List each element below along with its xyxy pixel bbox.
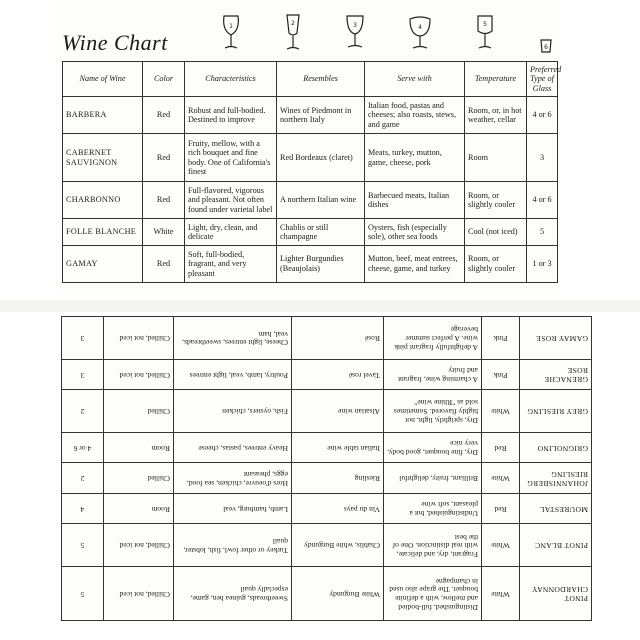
wine-name: GRENACHE ROSE bbox=[520, 359, 592, 390]
wine-characteristics: Distinguished, full-bodied and mellow, with a definite bouquet. The grape also used in champagne bbox=[384, 566, 482, 620]
wine-resembles: Chablis or still champagne bbox=[277, 219, 365, 246]
wine-resembles: Rosé bbox=[292, 317, 384, 360]
wine-temperature: Chilled, not iced bbox=[104, 359, 174, 390]
bottom-page-upside-down bbox=[62, 316, 592, 621]
table-body bbox=[63, 97, 558, 283]
wine-characteristics: Soft, full-bodied, fragrant, and very pleasant bbox=[185, 245, 277, 282]
wine-characteristics: Undistinguished, but a pleasant, soft wine bbox=[384, 493, 482, 524]
wine-color: White bbox=[482, 463, 520, 494]
glass-1-icon bbox=[218, 13, 244, 53]
wine-serve-with: Oysters, fish (especially sole), other sea foods bbox=[365, 219, 465, 246]
wine-glass-type: 4 or 6 bbox=[62, 432, 104, 463]
wine-color: Red bbox=[143, 181, 185, 218]
wine-glass-type: 3 bbox=[62, 317, 104, 360]
wine-resembles: Wines of Piedmont in northern Italy bbox=[277, 97, 365, 134]
wine-color: White bbox=[482, 566, 520, 620]
wine-serve-with: Fish, oysters, chicken bbox=[174, 390, 292, 432]
wine-characteristics: Robust and full-bodied. Destined to improve bbox=[185, 97, 277, 134]
column-header: Resembles bbox=[277, 62, 365, 97]
wine-color: Pink bbox=[482, 359, 520, 390]
wine-name: CHARBONNO bbox=[63, 181, 143, 218]
wine-name: GRIGNOLINO bbox=[520, 432, 592, 463]
glass-5-icon bbox=[472, 13, 498, 53]
glass-6-icon bbox=[533, 13, 559, 53]
wine-name: BARBERA bbox=[63, 97, 143, 134]
wine-glass-type: 4 bbox=[62, 493, 104, 524]
glass-number: 5 bbox=[483, 21, 487, 28]
wine-temperature: Room, or slightly cooler bbox=[465, 245, 527, 282]
wine-name: JOHANNISBERG RIESLING bbox=[520, 463, 592, 494]
wine-characteristics: Fruity, mellow, with a rich bouquet and fine body. One of California's finest bbox=[185, 134, 277, 182]
table-row bbox=[62, 390, 592, 432]
column-header: Characteristics bbox=[185, 62, 277, 97]
wine-temperature: Room, or slightly cooler bbox=[465, 181, 527, 218]
wine-characteristics: Full-flavored, vigorous and pleasant. Not often found under varietal label bbox=[185, 181, 277, 218]
wine-serve-with: Cheese, light entrees, sweetbreads, veal, ham bbox=[174, 317, 292, 360]
wine-resembles: A northern Italian wine bbox=[277, 181, 365, 218]
table-row bbox=[62, 524, 592, 566]
wine-glass-type: 1 or 3 bbox=[527, 245, 558, 282]
wine-serve-with: Barbecued meats, Italian dishes bbox=[365, 181, 465, 218]
wine-glass-type: 5 bbox=[527, 219, 558, 246]
table-row bbox=[62, 432, 592, 463]
wine-characteristics: Fragrant, dry, and delicate, with real distinction. One of the best bbox=[384, 524, 482, 566]
wine-serve-with: Meats, turkey, mutton, game, cheese, pork bbox=[365, 134, 465, 182]
table-row bbox=[62, 359, 592, 390]
column-header: Preferred Type of Glass bbox=[527, 62, 558, 97]
glass-2-icon bbox=[280, 13, 306, 53]
wine-temperature: Chilled, not iced bbox=[104, 524, 174, 566]
table-row bbox=[63, 181, 558, 218]
wine-color: Red bbox=[143, 134, 185, 182]
table-body bbox=[62, 317, 592, 621]
wine-glass-type: 5 bbox=[62, 566, 104, 620]
glass-4-icon bbox=[407, 13, 433, 53]
table-row bbox=[63, 245, 558, 282]
wine-serve-with: Heavy entrees, pastas, cheese bbox=[174, 432, 292, 463]
wine-name: GAMAY bbox=[63, 245, 143, 282]
wine-temperature: Room bbox=[104, 432, 174, 463]
wine-serve-with: Hors d'oeuvre, chicken, sea food, eggs, pheasant bbox=[174, 463, 292, 494]
wine-temperature: Room bbox=[465, 134, 527, 182]
wine-resembles: Vin du pays bbox=[292, 493, 384, 524]
table-row bbox=[62, 493, 592, 524]
wine-serve-with: Lamb, hamburg, veal bbox=[174, 493, 292, 524]
wine-temperature: Room bbox=[104, 493, 174, 524]
wine-resembles: Chablis, white Burgundy bbox=[292, 524, 384, 566]
wine-resembles: Red Bordeaux (claret) bbox=[277, 134, 365, 182]
wine-glass-type: 3 bbox=[527, 134, 558, 182]
wine-temperature: Chilled bbox=[104, 463, 174, 494]
page-title: Wine Chart bbox=[62, 30, 168, 55]
page-divider bbox=[0, 300, 640, 312]
column-header: Temperature bbox=[465, 62, 527, 97]
glass-number: 6 bbox=[544, 44, 548, 51]
wine-resembles: Riesling bbox=[292, 463, 384, 494]
wine-serve-with: Sweetbreads, guinea hen, game, especially quail bbox=[174, 566, 292, 620]
wine-resembles: Lighter Burgundies (Beaujolais) bbox=[277, 245, 365, 282]
wine-name: CABERNET SAUVIGNON bbox=[63, 134, 143, 182]
wine-color: Pink bbox=[482, 317, 520, 360]
wine-characteristics: A delightfully fragrant pink wine. A perfect summer beverage bbox=[384, 317, 482, 360]
glass-number: 3 bbox=[353, 22, 357, 29]
table-row bbox=[63, 97, 558, 134]
wine-temperature: Chilled bbox=[104, 390, 174, 432]
wine-resembles: Italian table wine bbox=[292, 432, 384, 463]
wine-characteristics: Brilliant, fruity, delightful bbox=[384, 463, 482, 494]
wine-glass-type: 2 bbox=[62, 463, 104, 494]
wine-color: White bbox=[482, 390, 520, 432]
wine-glass-type: 3 bbox=[62, 359, 104, 390]
wine-glass-type: 4 or 6 bbox=[527, 97, 558, 134]
wine-characteristics: A charming wine, fragrant and fruity bbox=[384, 359, 482, 390]
wine-serve-with: Italian food, pastas and cheeses; also roasts, stews, and game bbox=[365, 97, 465, 134]
wine-name: FOLLE BLANCHE bbox=[63, 219, 143, 246]
wine-characteristics: Dry, fine bouquet, good body, very nice bbox=[384, 432, 482, 463]
glass-3-icon bbox=[342, 13, 368, 53]
wine-resembles: Alsatian wine bbox=[292, 390, 384, 432]
glass-number: 1 bbox=[229, 23, 233, 30]
wine-characteristics: Dry, sprightly, light, not highly flavored. Sometimes sold as "Rhine wine" bbox=[384, 390, 482, 432]
wine-color: Red bbox=[143, 97, 185, 134]
wine-name: GREY RIESLING bbox=[520, 390, 592, 432]
wine-glass-type: 4 or 6 bbox=[527, 181, 558, 218]
table-row bbox=[62, 463, 592, 494]
wine-color: White bbox=[482, 524, 520, 566]
wine-color: Red bbox=[482, 493, 520, 524]
wine-name: MOURESTAL bbox=[520, 493, 592, 524]
wine-chart-table bbox=[62, 61, 562, 283]
wine-temperature: Chilled, not iced bbox=[104, 566, 174, 620]
wine-glass-type: 5 bbox=[62, 524, 104, 566]
wine-name: PINOT CHARDONNAY bbox=[520, 566, 592, 620]
table-row bbox=[63, 219, 558, 246]
wine-serve-with: Turkey or other fowl, fish, lobster, quail bbox=[174, 524, 292, 566]
wine-color: Red bbox=[482, 432, 520, 463]
wine-chart-table-continued bbox=[61, 316, 592, 621]
wine-resembles: White Burgundy bbox=[292, 566, 384, 620]
wine-color: Red bbox=[143, 245, 185, 282]
column-header: Name of Wine bbox=[63, 62, 143, 97]
column-header: Color bbox=[143, 62, 185, 97]
wine-name: GAMAY ROSE bbox=[520, 317, 592, 360]
wine-characteristics: Light, dry, clean, and delicate bbox=[185, 219, 277, 246]
header-row bbox=[63, 62, 558, 97]
wine-serve-with: Mutton, beef, meat entrees, cheese, game, and turkey bbox=[365, 245, 465, 282]
wine-resembles: Tavel rosé bbox=[292, 359, 384, 390]
wine-name: PINOT BLANC bbox=[520, 524, 592, 566]
table-row bbox=[63, 134, 558, 182]
wine-glass-type: 2 bbox=[62, 390, 104, 432]
column-header: Serve with bbox=[365, 62, 465, 97]
table-row bbox=[62, 317, 592, 360]
wine-color: White bbox=[143, 219, 185, 246]
glass-number: 2 bbox=[291, 20, 295, 27]
glass-number: 4 bbox=[418, 24, 422, 31]
wine-serve-with: Poultry, lamb, veal, light entrees bbox=[174, 359, 292, 390]
wine-temperature: Room, or, in hot weather, cellar bbox=[465, 97, 527, 134]
wine-temperature: Cool (not iced) bbox=[465, 219, 527, 246]
wine-temperature: Chilled, not iced bbox=[104, 317, 174, 360]
table-row bbox=[62, 566, 592, 620]
